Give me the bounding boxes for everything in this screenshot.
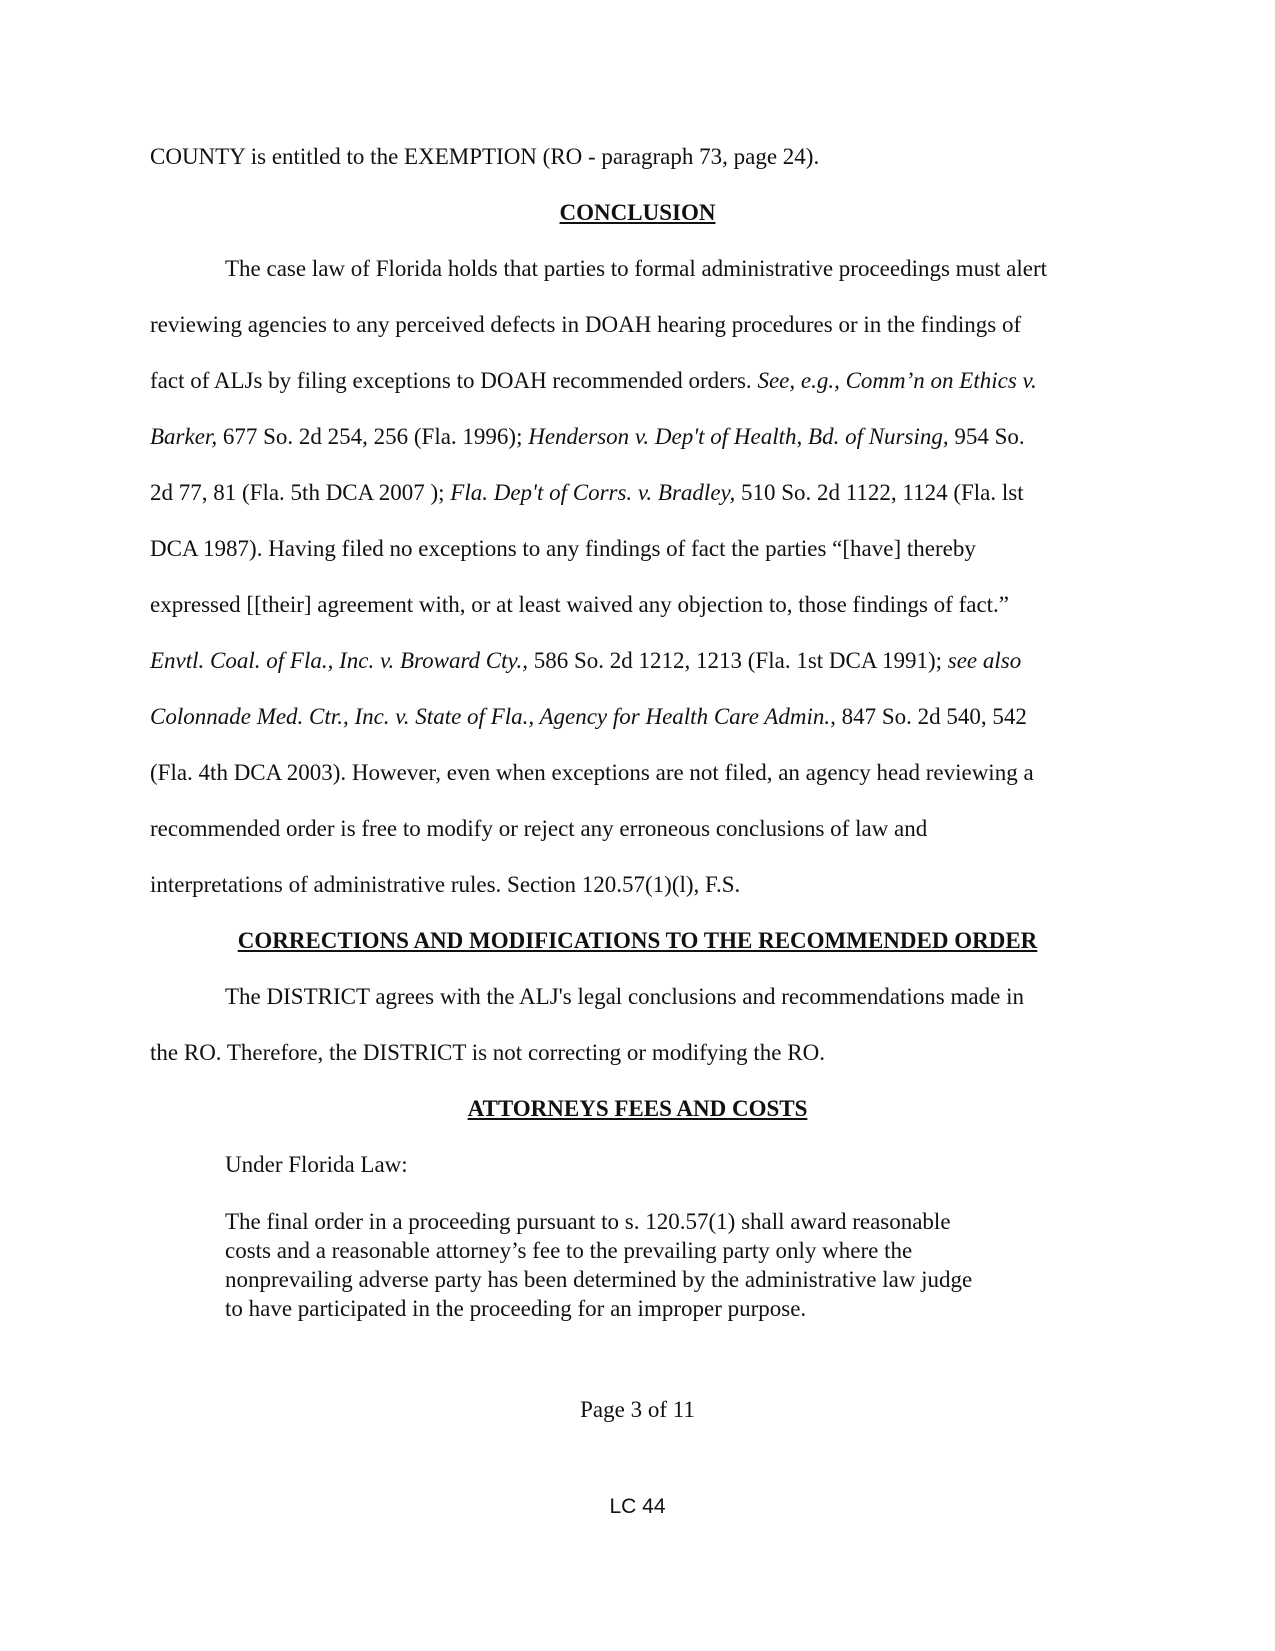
paragraph-line (150, 479, 1130, 507)
paragraph-line (150, 703, 1130, 731)
text-run: fact of ALJs by filing exceptions to DOAH recommended orders. (150, 368, 758, 393)
paragraph-line: reviewing agencies to any perceived defects in DOAH hearing procedures or in the findings of (150, 312, 1022, 337)
paragraph-line: interpretations of administrative rules. Section 120.57(1)(l), F.S. (150, 872, 741, 897)
opening-line: COUNTY is entitled to the EXEMPTION (RO - paragraph 73, page 24). (150, 144, 820, 169)
paragraph-line: expressed [[their] agreement with, or at least waived any objection to, those findings of fact.” (150, 592, 1010, 617)
text-run: 2d 77, 81 (Fla. 5th DCA 2007 ); (150, 480, 451, 505)
text-run: 586 So. 2d 1212, 1213 (Fla. 1st DCA 1991); (527, 648, 948, 673)
citation-italic: See, e.g., Comm’n on Ethics v. (757, 368, 1037, 393)
quote-line: costs and a reasonable attorney’s fee to the prevailing party only where the (225, 1238, 913, 1263)
citation-italic: Envtl. Coal. of Fla., Inc. v. Broward Cty., (150, 648, 528, 673)
text-run: 677 So. 2d 254, 256 (Fla. 1996); (217, 424, 529, 449)
citation-italic: Barker, (150, 424, 218, 449)
fees-intro: Under Florida Law: (225, 1152, 408, 1177)
text-run: 510 So. 2d 1122, 1124 (Fla. lst (735, 480, 1024, 505)
text-run: 847 So. 2d 540, 542 (835, 704, 1027, 729)
paragraph-line: (Fla. 4th DCA 2003). However, even when exceptions are not filed, an agency head reviewing a (150, 760, 1034, 785)
heading-corrections: CORRECTIONS AND MODIFICATIONS TO THE RECOMMENDED ORDER (237, 928, 1038, 953)
paragraph-line: recommended order is free to modify or reject any erroneous conclusions of law and (150, 816, 928, 841)
heading-fees: ATTORNEYS FEES AND COSTS (467, 1096, 808, 1121)
quote-line: The final order in a proceeding pursuant to s. 120.57(1) shall award reasonable (225, 1209, 951, 1234)
page-number: Page 3 of 11 (580, 1397, 695, 1422)
statute-quote (225, 1207, 1055, 1323)
citation-italic: Fla. Dep't of Corrs. v. Bradley, (450, 480, 736, 505)
paragraph-line: DCA 1987). Having filed no exceptions to any findings of fact the parties “[have] thereby (150, 536, 976, 561)
paragraph-line: The DISTRICT agrees with the ALJ's legal conclusions and recommendations made in (225, 984, 1024, 1009)
citation-italic: Henderson v. Dep't of Health, Bd. of Nursing, (528, 424, 949, 449)
paragraph-line (150, 423, 1130, 451)
paragraph-line: the RO. Therefore, the DISTRICT is not correcting or modifying the RO. (150, 1040, 825, 1065)
heading-conclusion: CONCLUSION (559, 200, 716, 225)
quote-line: to have participated in the proceeding for an improper purpose. (225, 1296, 807, 1321)
paragraph-line: The case law of Florida holds that parties to formal administrative proceedings must alert (225, 256, 1048, 281)
citation-italic: Colonnade Med. Ctr., Inc. v. State of Fla., Agency for Health Care Admin., (150, 704, 836, 729)
document-stamp: LC 44 (609, 1495, 666, 1518)
paragraph-line (150, 647, 1130, 675)
text-run: 954 So. (948, 424, 1025, 449)
paragraph-line (150, 367, 1130, 395)
citation-italic: see also (947, 648, 1022, 673)
quote-line: nonprevailing adverse party has been determined by the administrative law judge (225, 1267, 973, 1292)
